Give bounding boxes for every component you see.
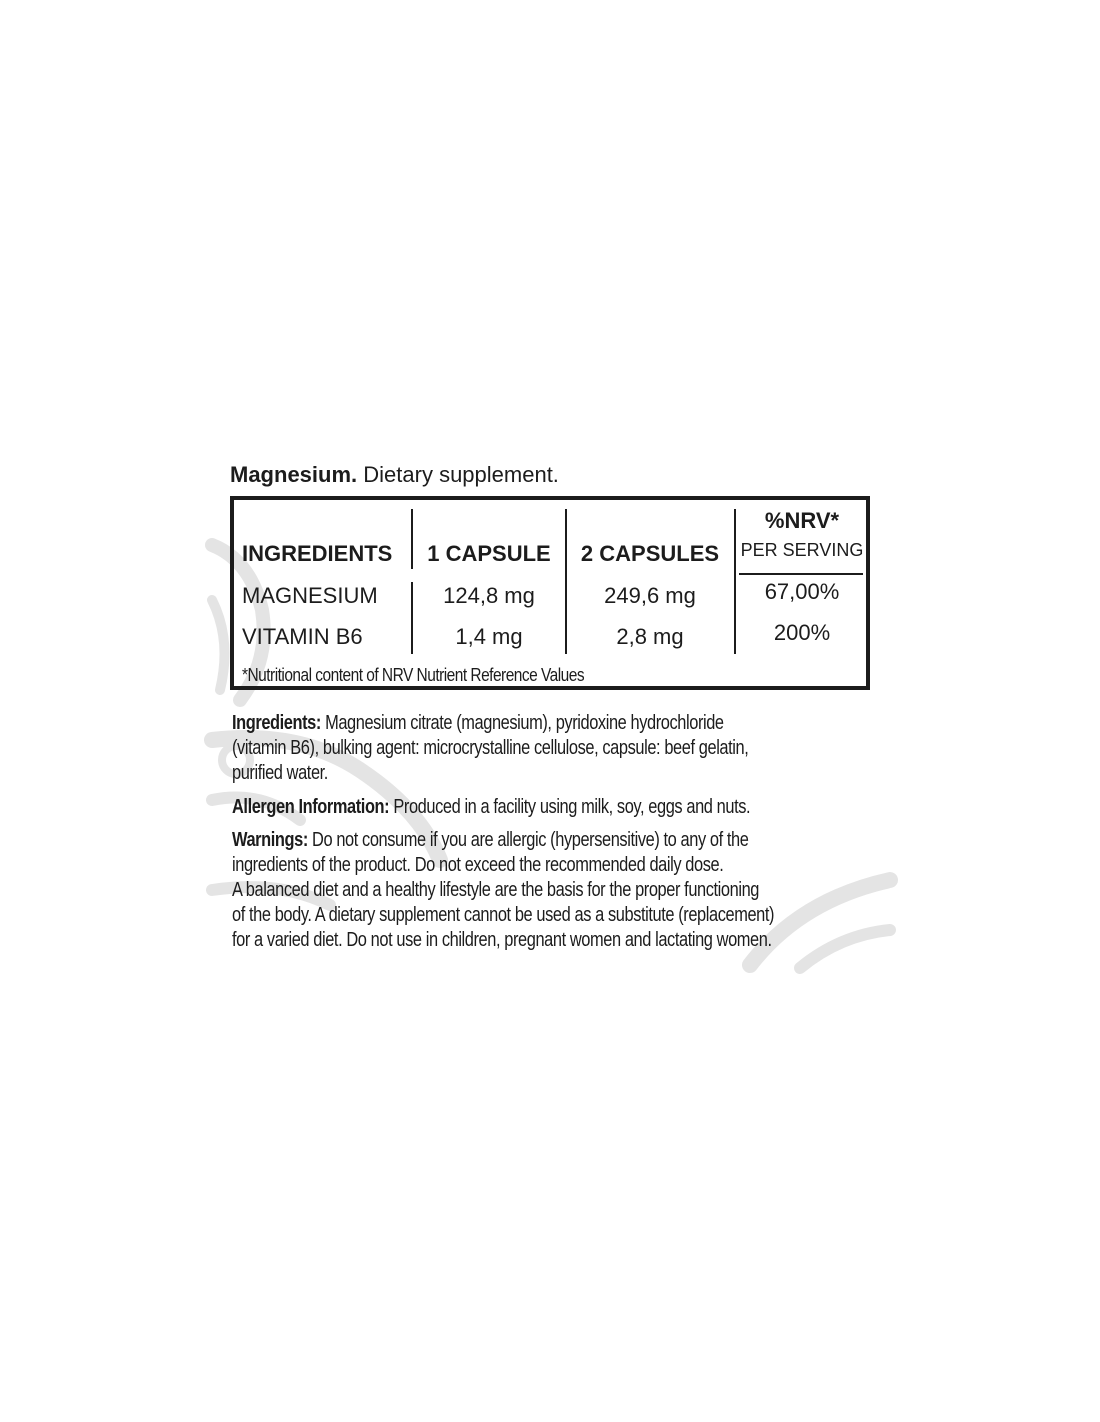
product-descriptor: Dietary supplement. — [363, 462, 559, 487]
allergen-label: Allergen Information: — [232, 796, 390, 818]
header-nrv: %NRV* — [764, 508, 840, 533]
row-vitamin-b6-two: 2,8 mg — [616, 624, 684, 649]
nrv-underline — [739, 573, 863, 575]
header-ingredients: INGREDIENTS — [242, 541, 393, 566]
row-magnesium-name: MAGNESIUM — [242, 583, 378, 608]
column-divider — [734, 509, 736, 654]
warnings-line: for a varied diet. Do not use in children, pregnant women and lactating women. — [232, 929, 772, 951]
row-magnesium-one: 124,8 mg — [443, 583, 535, 608]
product-title — [230, 460, 559, 490]
row-vitamin-b6-one: 1,4 mg — [455, 624, 523, 649]
row-vitamin-b6-name: VITAMIN B6 — [242, 624, 363, 649]
column-divider — [411, 509, 413, 569]
ingredients-line: Magnesium citrate (magnesium), pyridoxine hydrochloride — [325, 712, 724, 734]
row-vitamin-b6-nrv: 200% — [773, 620, 831, 645]
row-magnesium-two: 249,6 mg — [604, 583, 696, 608]
column-divider — [565, 509, 567, 654]
warnings-line: of the body. A dietary supplement cannot be used as a substitute (replacement) — [232, 904, 775, 926]
warnings-paragraph — [232, 828, 806, 953]
ingredients-label: Ingredients: — [232, 712, 321, 734]
ingredients-paragraph — [232, 711, 806, 786]
product-name: Magnesium. — [230, 462, 358, 487]
column-divider — [411, 582, 413, 654]
header-per-serving: PER SERVING — [740, 540, 864, 560]
allergen-paragraph — [232, 795, 806, 820]
warnings-line: A balanced diet and a healthy lifestyle are the basis for the proper functioning — [232, 879, 759, 901]
header-one-capsule: 1 CAPSULE — [427, 541, 551, 566]
nutrition-table — [230, 496, 870, 690]
warnings-line: ingredients of the product. Do not exceed the recommended daily dose. — [232, 854, 724, 876]
ingredients-line: purified water. — [232, 762, 328, 784]
ingredients-line: (vitamin B6), bulking agent: microcrystalline cellulose, capsule: beef gelatin, — [232, 737, 749, 759]
header-two-capsules: 2 CAPSULES — [580, 541, 720, 566]
nrv-footnote: *Nutritional content of NRV Nutrient Reference Values — [242, 665, 585, 685]
allergen-text: Produced in a facility using milk, soy, eggs and nuts. — [393, 796, 751, 818]
row-magnesium-nrv: 67,00% — [764, 579, 840, 604]
warnings-line: Do not consume if you are allergic (hypersensitive) to any of the — [312, 829, 749, 851]
warnings-label: Warnings: — [232, 829, 308, 851]
